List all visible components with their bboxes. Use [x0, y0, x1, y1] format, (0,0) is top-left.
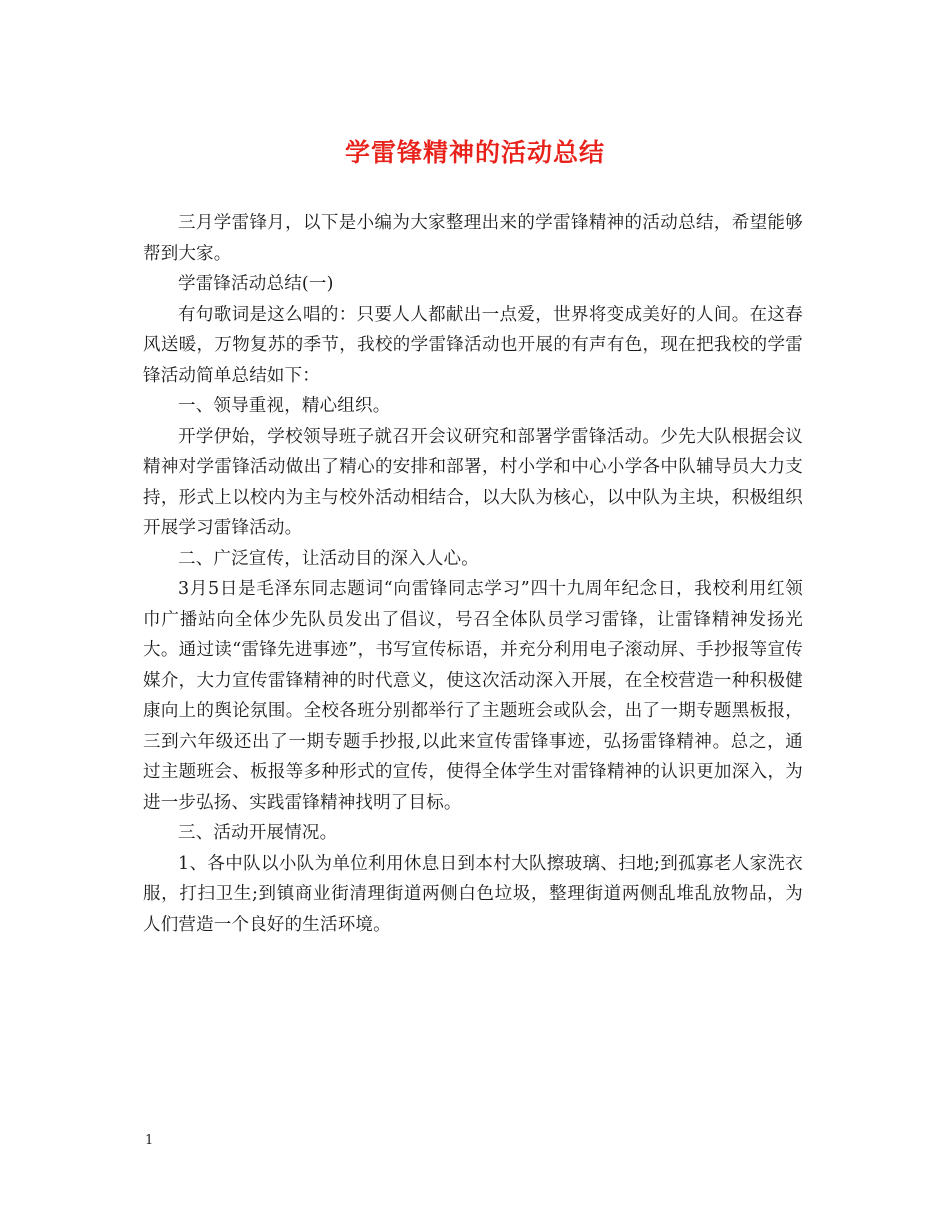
paragraph-song-lyric: 有句歌词是这么唱的：只要人人都献出一点爱，世界将变成美好的人间。在这春风送暖，万物复苏的季节，我校的学雷锋活动也开展的有声有色，现在把我校的学雷锋活动简单总结如下： [143, 304, 803, 386]
page-number: 1 [145, 1133, 154, 1148]
paragraph-intro: 三月学雷锋月，以下是小编为大家整理出来的学雷锋精神的活动总结，希望能够帮到大家。 [143, 213, 803, 264]
document-body [143, 208, 803, 940]
section-heading-summary-1: 学雷锋活动总结(一) [178, 274, 334, 294]
paragraph-leadership: 开学伊始，学校领导班子就召开会议研究和部署学雷锋活动。少先大队根据会议精神对学雷锋活动做出了精心的安排和部署，村小学和中心小学各中队辅导员大力支持，形式上以校内为主与校外活动相结合，以大队为核心，以中队为主块，积极组织开展学习雷锋活动。 [143, 426, 803, 538]
document-title: 学雷锋精神的活动总结 [344, 138, 605, 167]
section-heading-publicity: 二、广泛宣传，让活动目的深入人心。 [178, 548, 479, 569]
section-heading-leadership: 一、领导重视，精心组织。 [178, 396, 391, 416]
paragraph-publicity: 3月5日是毛泽东同志题词“向雷锋同志学习”四十九周年纪念日，我校利用红领巾广播站向全体少先队员发出了倡议，号召全体队员学习雷锋，让雷锋精神发扬光大。通过读“雷锋先进事迹”，书写宣传标语，并充分利用电子滚动屏、手抄报等宣传媒介，大力宣传雷锋精神的时代意义，使这次活动深入开展，在全校营造一种积极健康向上的舆论氛围。全校各班分别都举行了主题班会或队会，出了一期专题黑板报，三到六年级还出了一期专题手抄报,以此来宣传雷锋事迹，弘扬雷锋精神。总之，通过主题班会、板报等多种形式的宣传，使得全体学生对雷锋精神的认识更加深入，为进一步弘扬、实践雷锋精神找明了目标。 [143, 579, 803, 813]
paragraph-activities-1: 1、各中队以小队为单位利用休息日到本村大队擦玻璃、扫地;到孤寡老人家洗衣服，打扫卫生;到镇商业街清理街道两侧白色垃圾，整理街道两侧乱堆乱放物品，为人们营造一个良好的生活环境。 [143, 853, 803, 935]
section-heading-activities: 三、活动开展情况。 [178, 823, 338, 843]
